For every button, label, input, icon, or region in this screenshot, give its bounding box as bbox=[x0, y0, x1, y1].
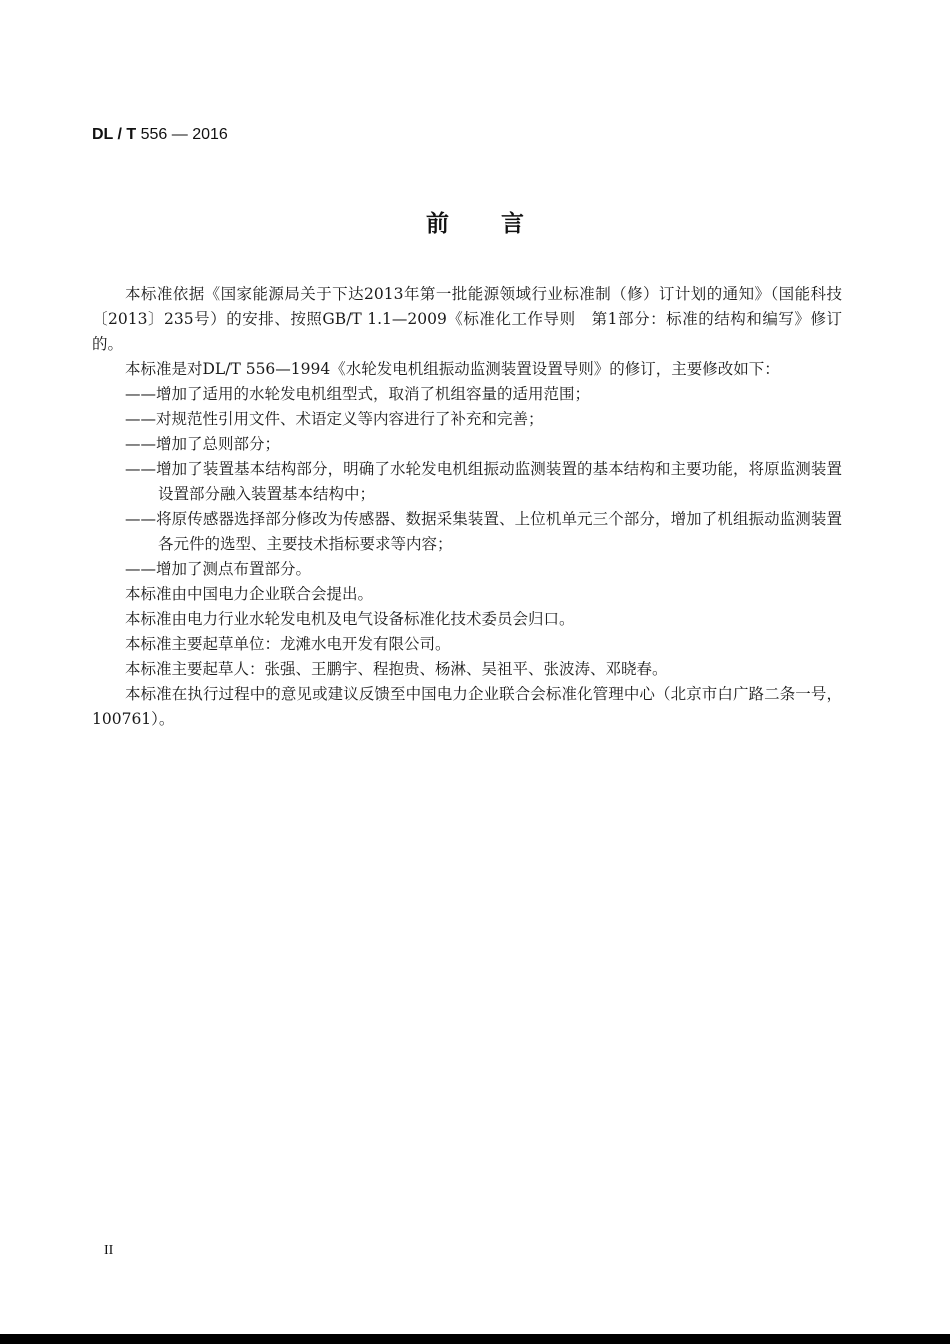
paragraph-drafting-unit: 本标准主要起草单位：龙滩水电开发有限公司。 bbox=[125, 635, 451, 653]
standard-code bbox=[92, 126, 228, 144]
foreword-body bbox=[92, 282, 842, 732]
change-item: ——增加了适用的水轮发电机组型式，取消了机组容量的适用范围； bbox=[125, 385, 591, 403]
standard-code-prefix: DL / T bbox=[92, 126, 137, 143]
change-item: ——增加了装置基本结构部分，明确了水轮发电机组振动监测装置的基本结构和主要功能，将原监测装置设置部分融入装置基本结构中； bbox=[125, 460, 842, 503]
change-item: ——对规范性引用文件、术语定义等内容进行了补充和完善； bbox=[125, 410, 544, 428]
change-item: ——增加了测点布置部分。 bbox=[125, 560, 312, 578]
bottom-border bbox=[0, 1334, 950, 1344]
change-item: ——增加了总则部分； bbox=[125, 435, 281, 453]
page-title: 前言 bbox=[426, 211, 576, 237]
paragraph-feedback: 本标准在执行过程中的意见或建议反馈至中国电力企业联合会标准化管理中心（北京市白广路二条一号，100761）。 bbox=[92, 685, 842, 728]
paragraph-revision-intro: 本标准是对DL/T 556—1994《水轮发电机组振动监测装置设置导则》的修订，主要修改如下： bbox=[125, 360, 780, 378]
change-item: ——将原传感器选择部分修改为传感器、数据采集装置、上位机单元三个部分，增加了机组振动监测装置各元件的选型、主要技术指标要求等内容； bbox=[125, 510, 842, 553]
paragraph-centralized: 本标准由电力行业水轮发电机及电气设备标准化技术委员会归口。 bbox=[125, 610, 575, 628]
page-number: II bbox=[104, 1243, 114, 1258]
paragraph-proposer: 本标准由中国电力企业联合会提出。 bbox=[125, 585, 374, 603]
standard-code-number: 556 — 2016 bbox=[136, 126, 228, 143]
paragraph-drafters: 本标准主要起草人：张强、王鹏宇、程抱贵、杨淋、吴祖平、张波涛、邓晓春。 bbox=[125, 660, 668, 678]
paragraph-basis: 本标准依据《国家能源局关于下达2013年第一批能源领域行业标准制（修）订计划的通知》（国能科技〔2013〕235号）的安排、按照GB/T 1.1—2009《标准化工作导则 第1部分：标准的结构和编写》修订的。 bbox=[92, 285, 842, 353]
